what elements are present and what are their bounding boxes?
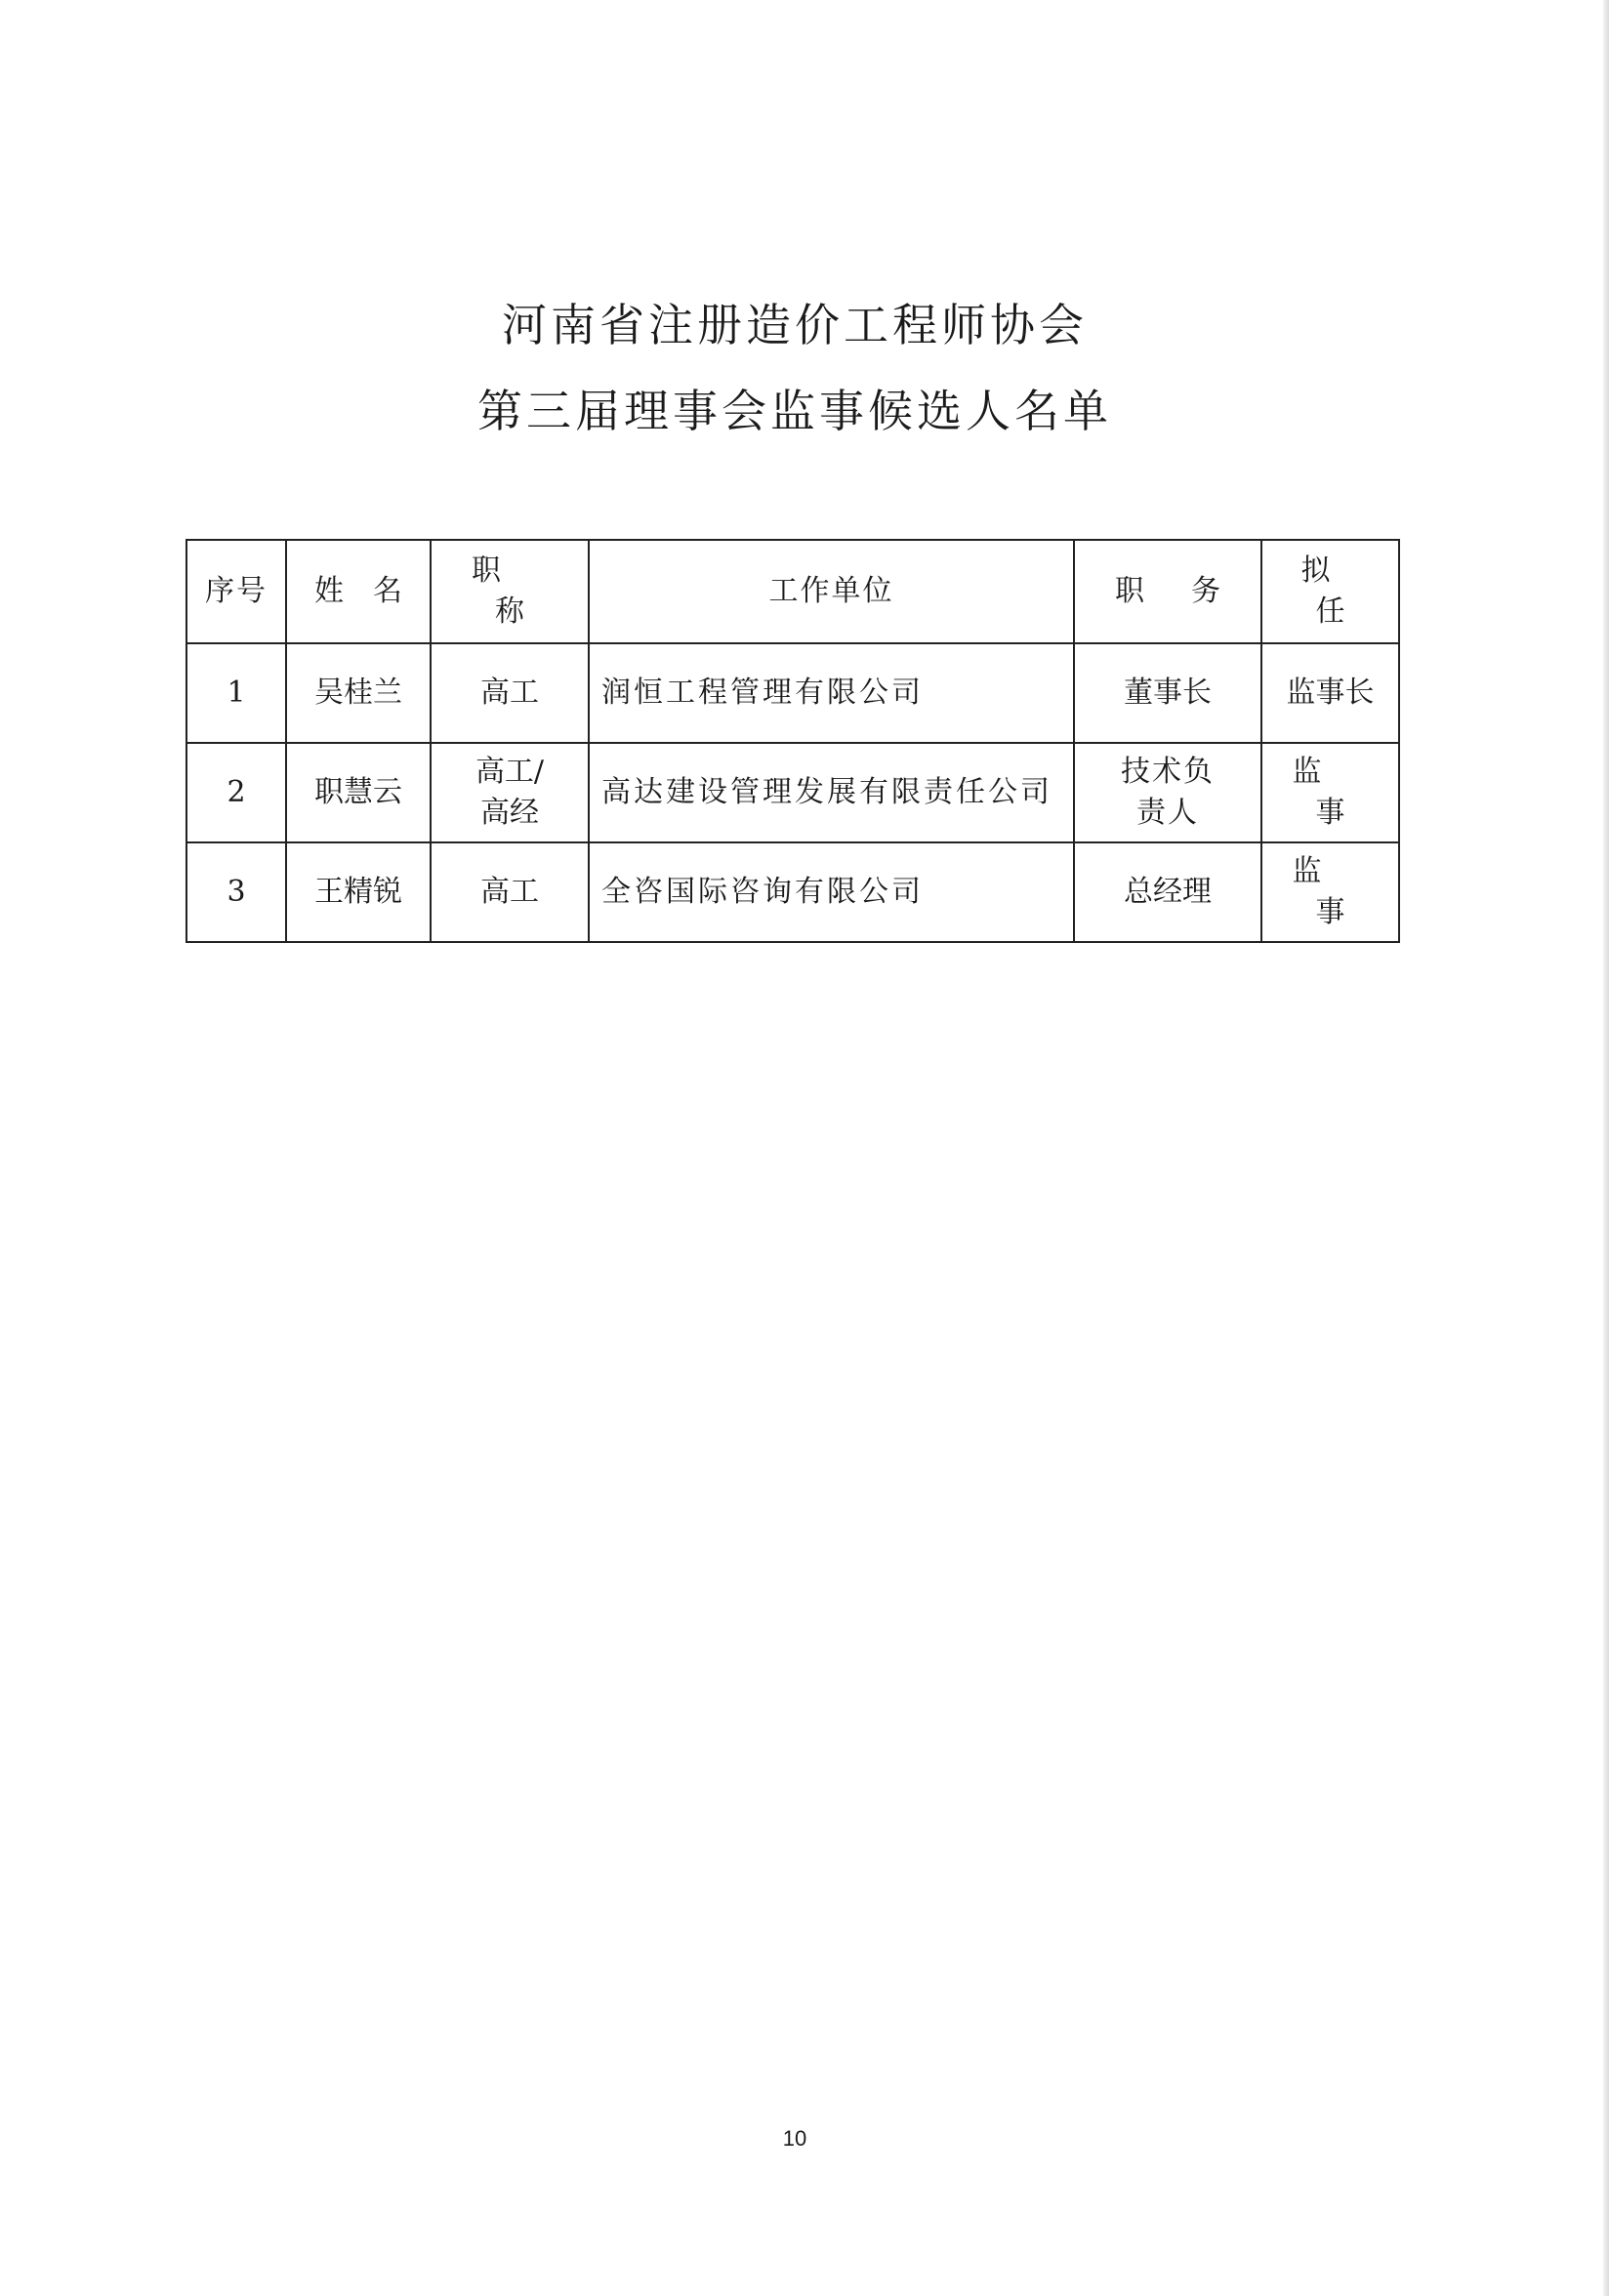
header-title-text: 职称	[472, 554, 571, 629]
page-edge-shadow	[1603, 0, 1609, 2296]
row-title: 高工	[431, 842, 589, 942]
header-proposed-text: 拟任	[1300, 554, 1375, 629]
header-name	[286, 540, 431, 643]
header-unit: 工作单位	[589, 540, 1074, 643]
header-proposed	[1261, 540, 1399, 643]
row-unit: 润恒工程管理有限公司	[589, 643, 1074, 743]
page-number: 10	[782, 2126, 807, 2151]
row-title-text: 高工/高经	[474, 755, 545, 830]
table-row	[186, 842, 1399, 942]
row-proposed: 监事长	[1261, 643, 1399, 743]
row-proposed	[1261, 743, 1399, 842]
row-unit: 全咨国际咨询有限公司	[589, 842, 1074, 942]
header-name-text: 姓名	[314, 574, 432, 608]
row-position: 总经理	[1074, 842, 1261, 942]
document-title-line1: 河南省注册造价工程师协会	[502, 299, 1088, 351]
table-row	[186, 643, 1399, 743]
document-title-line2: 第三届理事会监事候选人名单	[477, 385, 1112, 437]
row-title	[431, 743, 589, 842]
row-proposed	[1261, 842, 1399, 942]
row-proposed-text: 监事	[1292, 854, 1392, 929]
row-name: 吴桂兰	[286, 643, 431, 743]
row-name: 王精锐	[286, 842, 431, 942]
row-name: 职慧云	[286, 743, 431, 842]
row-unit: 高达建设管理发展有限责任公司	[589, 743, 1074, 842]
candidate-table	[186, 539, 1400, 943]
table-header-row	[186, 540, 1399, 643]
header-title	[431, 540, 589, 643]
row-proposed-text: 监事	[1292, 755, 1392, 830]
table-row	[186, 743, 1399, 842]
header-position	[1074, 540, 1267, 643]
row-index: 3	[186, 842, 286, 942]
row-position: 董事长	[1074, 643, 1261, 743]
header-position-text: 职务	[1115, 574, 1267, 608]
header-index: 序号	[186, 540, 286, 643]
row-index: 2	[186, 743, 286, 842]
row-title: 高工	[431, 643, 589, 743]
row-index: 1	[186, 643, 286, 743]
row-position-text: 技术负责人	[1121, 755, 1215, 830]
row-position	[1074, 743, 1261, 842]
